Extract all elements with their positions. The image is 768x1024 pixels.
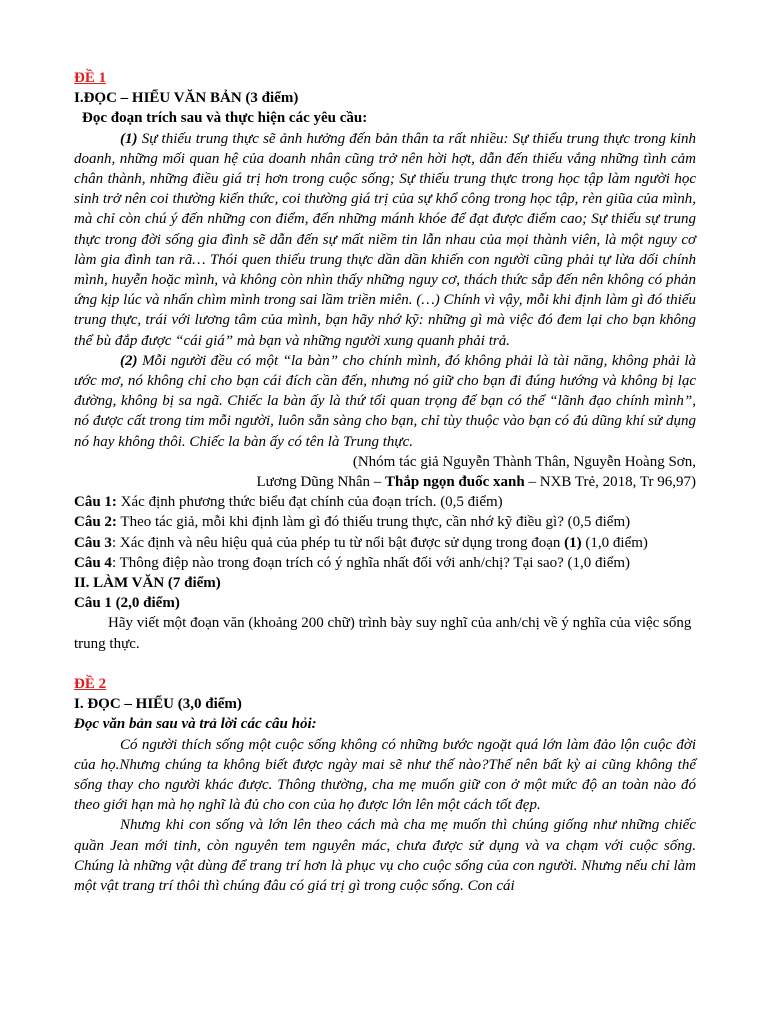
- book-title: Thắp ngọn đuốc xanh: [385, 474, 525, 491]
- passage-2-paragraph-1: Có người thích sống một cuộc sống không có những bước ngoặt quá lớn làm đảo lộn cuộc đời của họ.Nhưng chúng ta không biết được ngày mai sẽ như thế nào?Thế nên bất kỳ ai cũng không thể sống thay cho người khác được. Thông thường, cha mẹ muốn giữ con ở một mức độ an toàn nào đó theo giới hạn mà họ nghĩ là đủ cho con của họ được lớn lên một cách tốt đẹp.: [74, 736, 696, 814]
- paragraph-number: (2): [120, 352, 138, 369]
- passage-paragraph-1: [74, 129, 696, 351]
- passage-paragraph-2: [74, 351, 696, 452]
- writing-question-text: Hãy viết một đoạn văn (khoảng 200 chữ) trình bày suy nghĩ của anh/chị về ý nghĩa của việc sống trung thực.: [74, 615, 692, 652]
- question-1: Câu 1: Xác định phương thức biểu đạt chính của đoạn trích. (0,5 điểm): [74, 494, 503, 511]
- paragraph-number: (1): [120, 130, 138, 147]
- passage-2-paragraph-2: Nhưng khi con sống và lớn lên theo cách mà cha mẹ muốn thì chúng giống như những chiếc quần Jean mới tinh, còn nguyên tem nguyên mác, chưa được sử dụng và va chạm với cuộc sống. Chúng là những vật dùng để trang trí hơn là phục vụ cho cuộc sống của con người. Nhưng nếu chỉ làm một vật trang trí thôi thì chúng đâu có giá trị gì trong cuộc sống. Con cái: [74, 817, 696, 894]
- source-line-1: (Nhóm tác giả Nguyễn Thành Thân, Nguyễn Hoàng Sơn,: [352, 453, 696, 470]
- exam-2-heading: ĐỀ 2: [74, 675, 107, 692]
- section-reading-heading-2: I. ĐỌC – HIỂU (3,0 điểm): [74, 696, 242, 713]
- section-writing-heading: II. LÀM VĂN (7 điểm): [74, 575, 221, 592]
- exam-1-heading: ĐỀ 1: [74, 70, 107, 86]
- source-line-2: Lương Dũng Nhân – Thắp ngọn đuốc xanh – NXB Trẻ, 2018, Tr 96,97): [256, 474, 696, 491]
- spacer: [74, 654, 696, 674]
- question-2: Câu 2: Theo tác giả, mỗi khi định làm gì đó thiếu trung thực, cần nhớ kỹ điều gì? (0,5 điểm): [74, 514, 631, 531]
- question-3: Câu 3: Xác định và nêu hiệu quả của phép tu từ nổi bật được sử dụng trong đoạn (1) (1,0 điểm): [74, 534, 648, 551]
- writing-question-label: Câu 1 (2,0 điểm): [74, 595, 180, 612]
- instruction-text: Đọc đoạn trích sau và thực hiện các yêu cầu:: [82, 110, 368, 127]
- instruction-text-2: Đọc văn bản sau và trả lời các câu hỏi:: [74, 716, 317, 733]
- section-reading-heading: I.ĐỌC – HIỂU VĂN BẢN (3 điểm): [74, 90, 299, 107]
- paragraph-text: Mỗi người đều có một “la bàn” cho chính mình, đó không phải là tài năng, không phải là ước mơ, nó không chỉ cho bạn cái đích cần đến, nhưng nó giữ cho bạn đi đúng hướng và không bị lạc đường, không bị sa ngã. Chiếc la bàn ấy là thứ tối quan trọng để bạn có thể “lãnh đạo chính mình”, nó được cất trong tim mỗi người, luôn sẵn sàng cho bạn, chỉ tùy thuộc vào bạn có đủ dũng khí sử dụng nó hay không thôi. Chiếc la bàn ấy có tên là Trung thực.: [74, 352, 696, 450]
- question-4: Câu 4: Thông điệp nào trong đoạn trích có ý nghĩa nhất đối với anh/chị? Tại sao? (1,0 điểm): [74, 554, 631, 571]
- paragraph-text: Sự thiếu trung thực sẽ ảnh hưởng đến bản thân ta rất nhiều: Sự thiếu trung thực trong kinh doanh, những mối quan hệ của doanh nhân cũng trở nên hời hợt, dẫn đến thiếu vắng những tình cảm chân thành, những điều giá trị hơn trong cuộc sống; Sự thiếu trung thực trong học tập làm người học sinh trở nên coi thường kiến thức, coi thường giá trị của sự khổ công trong học tập, rèn giũa của mình, mà chỉ còn chú ý đến những con điểm, đến những mánh khóe để đạt được điểm cao; Sự thiếu sự trung thực trong đời sống gia đình sẽ dẫn đến sự mất niềm tin lẫn nhau của mọi thành viên, là một nguy cơ làm gia đình tan rã… Thói quen thiếu trung thực dần dần khiến con người cũng phải tự lừa dối chính mình, huyễn hoặc mình, và không còn nhìn thấy những nguy cơ, thách thức sắp đến nên không có phản ứng kịp lúc và nhấn chìm mình trong sai lầm triền miên. (…) Chính vì vậy, mỗi khi định làm gì đó thiếu trung thực, trái với lương tâm của mình, bạn hãy nhớ kỹ: những gì mà việc đó đem lại cho bạn không thể bù đắp được “cái giá” mà bạn và những người xung quanh phải trả.: [74, 130, 696, 349]
- document-body: [74, 68, 696, 896]
